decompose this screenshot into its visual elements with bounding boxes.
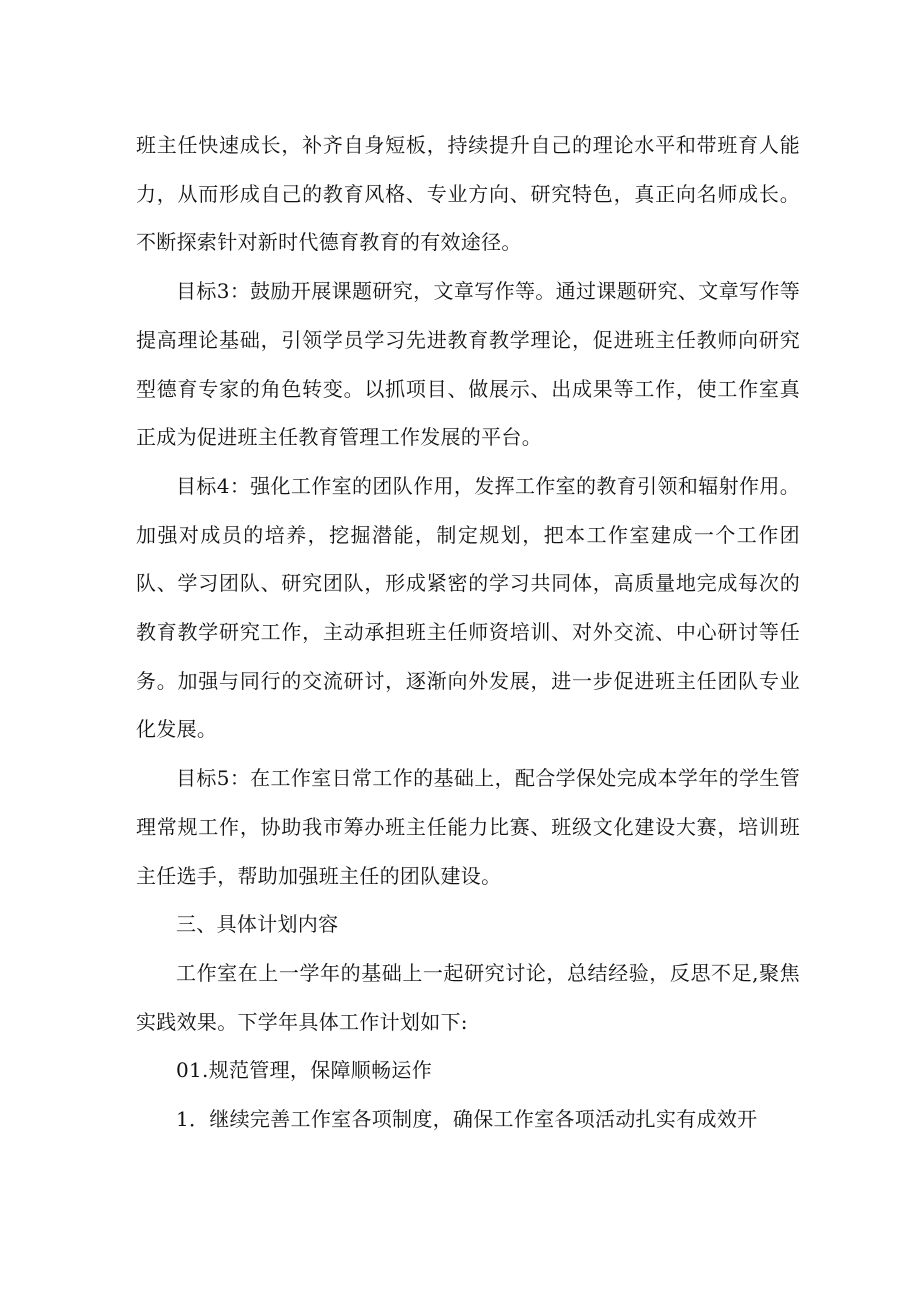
paragraph-goal-4: 目标4：强化工作室的团队作用，发挥工作室的教育引领和辐射作用。加强对成员的培养，挖掘潜能，制定规划，把本工作室建成一个工作团队、学习团队、研究团队，形成紧密的学习共同体，高质量地完成每次的教育教学研究工作，主动承担班主任师资培训、对外交流、中心研讨等任务。加强与同行的交流研讨，逐渐向外发展，进一步促进班主任团队专业化发展。 <box>136 473 800 742</box>
document-body <box>136 121 800 1144</box>
paragraph-goal-3: 目标3：鼓励开展课题研究，文章写作等。通过课题研究、文章写作等提高理论基础，引领学员学习先进教育教学理论，促进班主任教师向研究型德育专家的角色转变。以抓项目、做展示、出成果等工作，使工作室真正成为促进班主任教育管理工作发展的平台。 <box>136 279 800 450</box>
paragraph-continuation: 班主任快速成长，补齐自身短板，持续提升自己的理论水平和带班育人能力，从而形成自己的教育风格、专业方向、研究特色，真正向名师成长。不断探索针对新时代德育教育的有效途径。 <box>136 133 800 255</box>
section-heading-plan-content: 三、具体计划内容 <box>176 912 339 937</box>
paragraph-plan-intro: 工作室在上一学年的基础上一起研究讨论，总结经验，反思不足,聚焦实践效果。下学年具体工作计划如下: <box>136 960 800 1034</box>
paragraph-goal-5: 目标5：在工作室日常工作的基础上，配合学保处完成本学年的学生管理常规工作，协助我市筹办班主任能力比赛、班级文化建设大赛，培训班主任选手，帮助加强班主任的团队建设。 <box>136 766 800 888</box>
list-item-1: 1．继续完善工作室各项制度，确保工作室各项活动扎实有成效开 <box>176 1107 758 1132</box>
subheading-management: 01.规范管理，保障顺畅运作 <box>176 1058 433 1083</box>
